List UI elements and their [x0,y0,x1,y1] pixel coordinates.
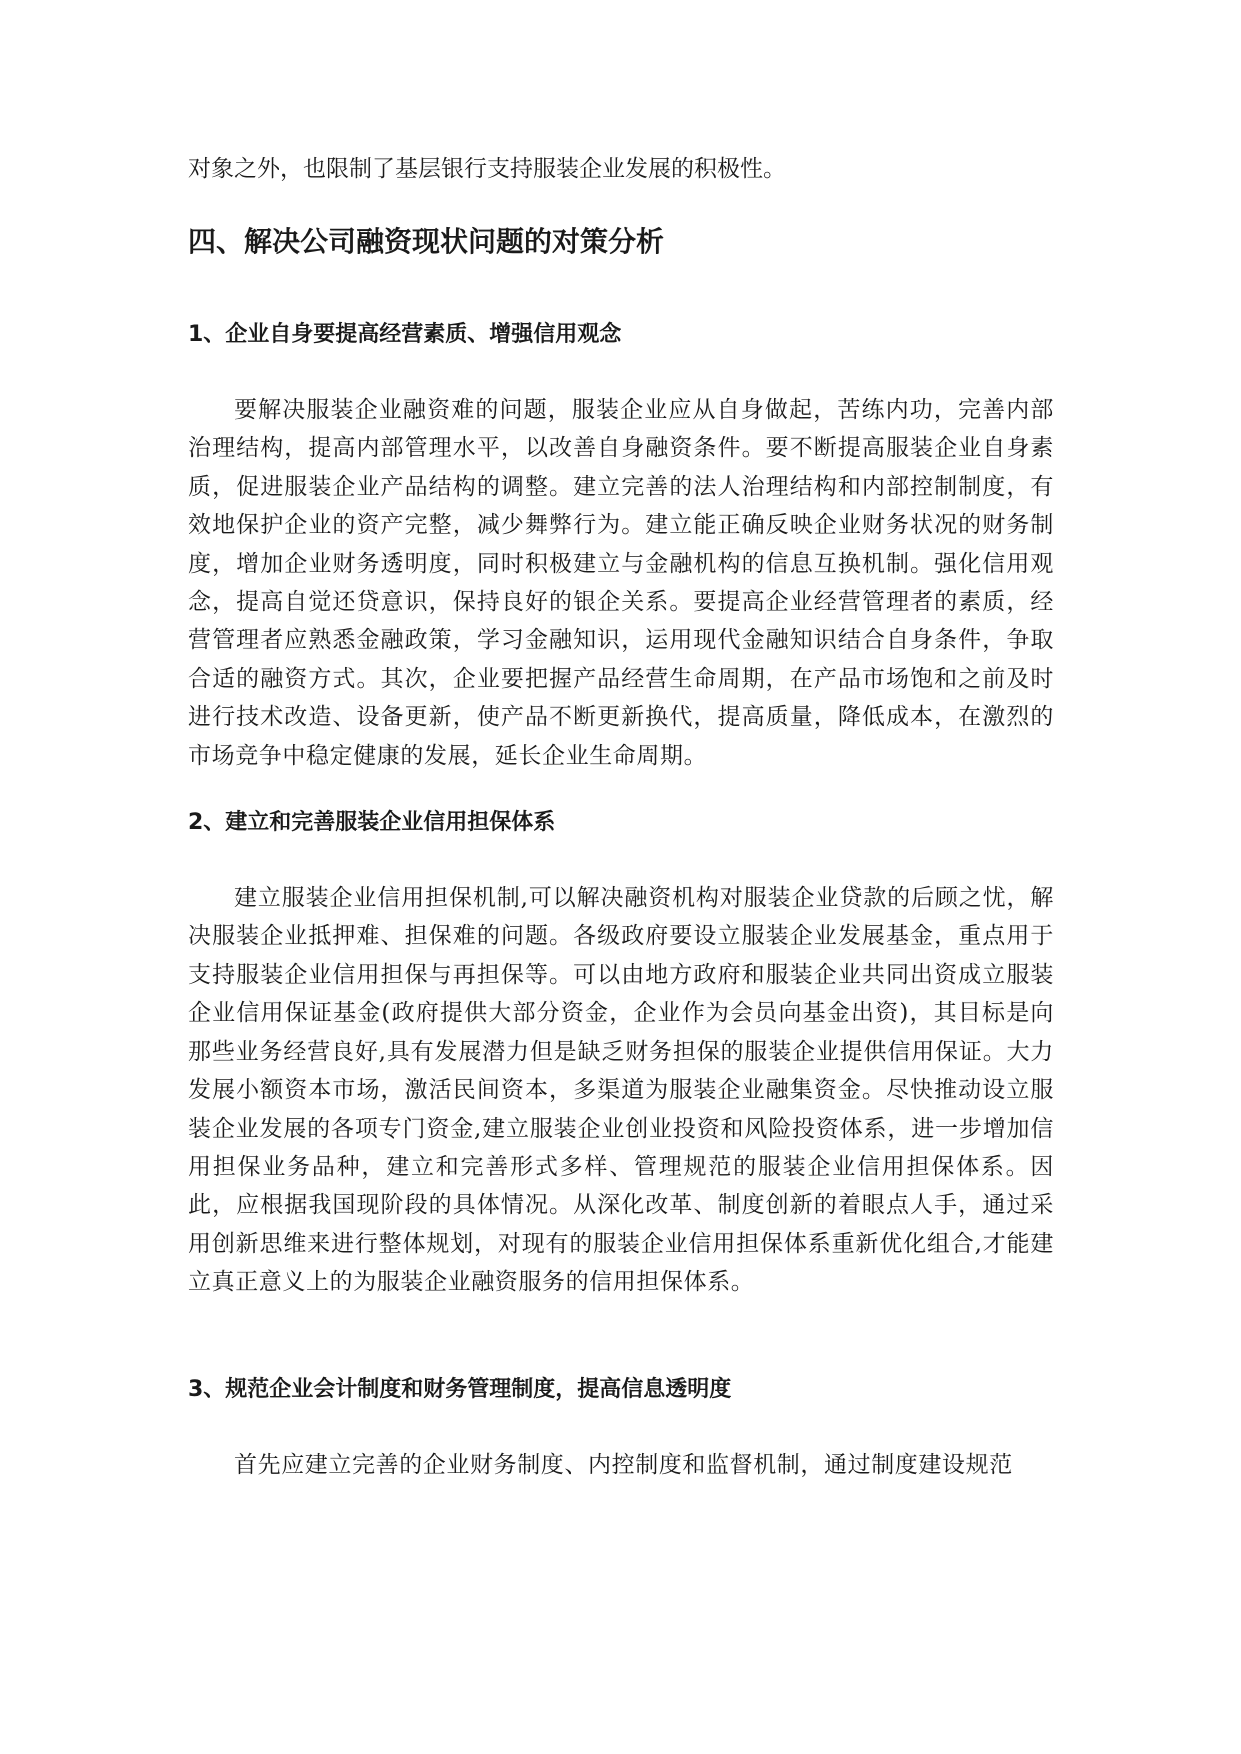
subsection-3-paragraph: 首先应建立完善的企业财务制度、内控制度和监督机制，通过制度建设规范 [234,1451,1013,1478]
section-title: 四、解决公司融资现状问题的对策分析 [188,225,665,258]
subsection-3-title: 3、规范企业会计制度和财务管理制度，提高信息透明度 [188,1376,732,1402]
continuation-text: 对象之外，也限制了基层银行支持服装企业发展的积极性。 [188,156,786,182]
subsection-2-paragraph: 建立服装企业信用担保机制,可以解决融资机构对服装企业贷款的后顾之忧，解决服装企业抵押难、担保难的问题。各级政府要设立服装企业发展基金，重点用于支持服装企业信用担保与再担保等。可以由地方政府和服装企业共同出资成立服装企业信用保证基金(政府提供大部分资金，企业作为会员向基金出资)，其目标是向那些业务经营良好,具有发展潜力但是缺乏财务担保的服装企业提供信用保证。大力发展小额资本市场，激活民间资本，多渠道为服装企业融集资金。尽快推动设立服装企业发展的各项专门资金,建立服装企业创业投资和风险投资体系，进一步增加信用担保业务品种，建立和完善形式多样、管理规范的服装企业信用担保体系。因此，应根据我国现阶段的具体情况。从深化改革、制度创新的着眼点人手，通过采用创新思维来进行整体规划，对现有的服装企业信用担保体系重新优化组合,才能建立真正意义上的为服装企业融资服务的信用担保体系。 [188,885,1054,1296]
document-content [188,150,1054,1484]
subsection-2-title: 2、建立和完善服装企业信用担保体系 [188,810,556,836]
subsection-1-title: 1、企业自身要提高经营素质、增强信用观念 [188,322,622,347]
subsection-1-paragraph: 要解决服装企业融资难的问题，服装企业应从自身做起，苦练内功，完善内部治理结构，提高内部管理水平，以改善自身融资条件。要不断提高服装企业自身素质，促进服装企业产品结构的调整。建立完善的法人治理结构和内部控制制度，有效地保护企业的资产完整，减少舞弊行为。建立能正确反映企业财务状况的财务制度，增加企业财务透明度，同时积极建立与金融机构的信息互换机制。强化信用观念，提高自觉还贷意识，保持良好的银企关系。要提高企业经营管理者的素质，经营管理者应熟悉金融政策，学习金融知识，运用现代金融知识结合自身条件，争取合适的融资方式。其次，企业要把握产品经营生命周期，在产品市场饱和之前及时进行技术改造、设备更新，使产品不断更新换代，提高质量，降低成本，在激烈的市场竞争中稳定健康的发展，延长企业生命周期。 [188,397,1054,769]
